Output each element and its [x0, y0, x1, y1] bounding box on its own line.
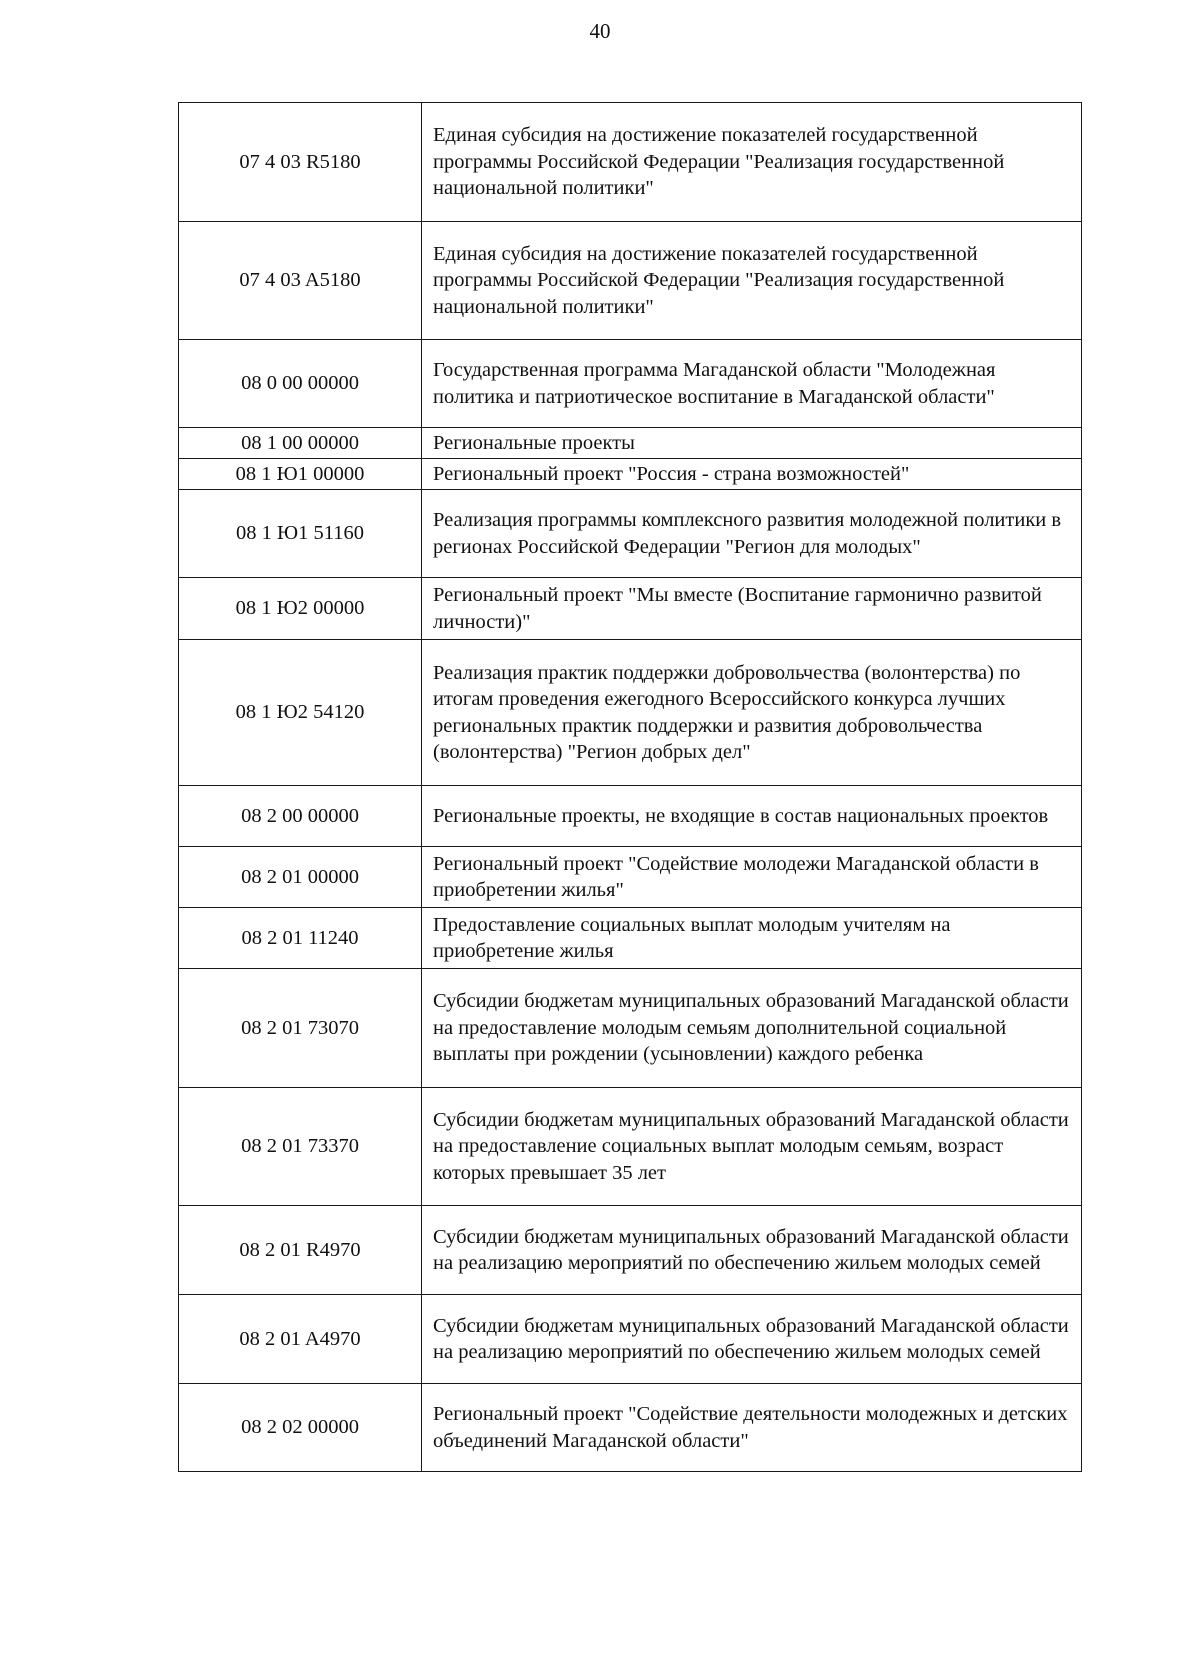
table-row [179, 908, 1082, 969]
row-description: Региональные проекты, не входящие в состав национальных проектов [422, 786, 1082, 847]
row-code: 08 1 Ю2 00000 [179, 578, 422, 640]
row-description: Реализация практик поддержки добровольчества (волонтерства) по итогам проведения ежегодного Всероссийского конкурса лучших региональных практик поддержки и развития добровольчества (волонтерства) "Регион добрых дел" [422, 640, 1082, 786]
table-row [179, 969, 1082, 1088]
row-code: 08 2 01 A4970 [179, 1295, 422, 1384]
row-code: 08 2 01 00000 [179, 847, 422, 908]
row-code: 08 0 00 00000 [179, 340, 422, 428]
table-row [179, 1206, 1082, 1295]
row-code: 08 1 Ю1 51160 [179, 490, 422, 578]
table-row [179, 459, 1082, 490]
row-code: 08 2 01 73070 [179, 969, 422, 1088]
row-code: 08 2 01 R4970 [179, 1206, 422, 1295]
table-row [179, 786, 1082, 847]
row-description: Единая субсидия на достижение показателей государственной программы Российской Федерации "Реализация государственной национальной политики" [422, 103, 1082, 222]
table-row [179, 222, 1082, 340]
table-row [179, 847, 1082, 908]
row-description: Реализация программы комплексного развития молодежной политики в регионах Российской Федерации "Регион для молодых" [422, 490, 1082, 578]
table-row [179, 1384, 1082, 1472]
row-description: Субсидии бюджетам муниципальных образований Магаданской области на предоставление социальных выплат молодым семьям, возраст которых превышает 35 лет [422, 1088, 1082, 1206]
row-description: Единая субсидия на достижение показателей государственной программы Российской Федерации "Реализация государственной национальной политики" [422, 222, 1082, 340]
row-description: Региональный проект "Содействие молодежи Магаданской области в приобретении жилья" [422, 847, 1082, 908]
row-code: 07 4 03 A5180 [179, 222, 422, 340]
row-description: Региональные проекты [422, 428, 1082, 459]
row-description: Региональный проект "Россия - страна возможностей" [422, 459, 1082, 490]
row-code: 08 2 00 00000 [179, 786, 422, 847]
row-code: 08 1 00 00000 [179, 428, 422, 459]
row-code: 08 2 01 11240 [179, 908, 422, 969]
row-code: 07 4 03 R5180 [179, 103, 422, 222]
table-row [179, 1295, 1082, 1384]
row-description: Субсидии бюджетам муниципальных образований Магаданской области на реализацию мероприятий по обеспечению жильем молодых семей [422, 1206, 1082, 1295]
row-code: 08 1 Ю1 00000 [179, 459, 422, 490]
table-row [179, 340, 1082, 428]
budget-code-table [178, 102, 1082, 1472]
row-description: Региональный проект "Мы вместе (Воспитание гармонично развитой личности)" [422, 578, 1082, 640]
table-row [179, 490, 1082, 578]
row-code: 08 2 02 00000 [179, 1384, 422, 1472]
table-row [179, 578, 1082, 640]
table-row [179, 640, 1082, 786]
row-description: Предоставление социальных выплат молодым учителям на приобретение жилья [422, 908, 1082, 969]
row-code: 08 2 01 73370 [179, 1088, 422, 1206]
row-code: 08 1 Ю2 54120 [179, 640, 422, 786]
table-row [179, 428, 1082, 459]
page-number: 40 [589, 19, 611, 43]
table-row [179, 103, 1082, 222]
row-description: Субсидии бюджетам муниципальных образований Магаданской области на предоставление молодым семьям дополнительной социальной выплаты при рождении (усыновлении) каждого ребенка [422, 969, 1082, 1088]
row-description: Региональный проект "Содействие деятельности молодежных и детских объединений Магаданской области" [422, 1384, 1082, 1472]
row-description: Субсидии бюджетам муниципальных образований Магаданской области на реализацию мероприятий по обеспечению жильем молодых семей [422, 1295, 1082, 1384]
table-row [179, 1088, 1082, 1206]
row-description: Государственная программа Магаданской области "Молодежная политика и патриотическое воспитание в Магаданской области" [422, 340, 1082, 428]
